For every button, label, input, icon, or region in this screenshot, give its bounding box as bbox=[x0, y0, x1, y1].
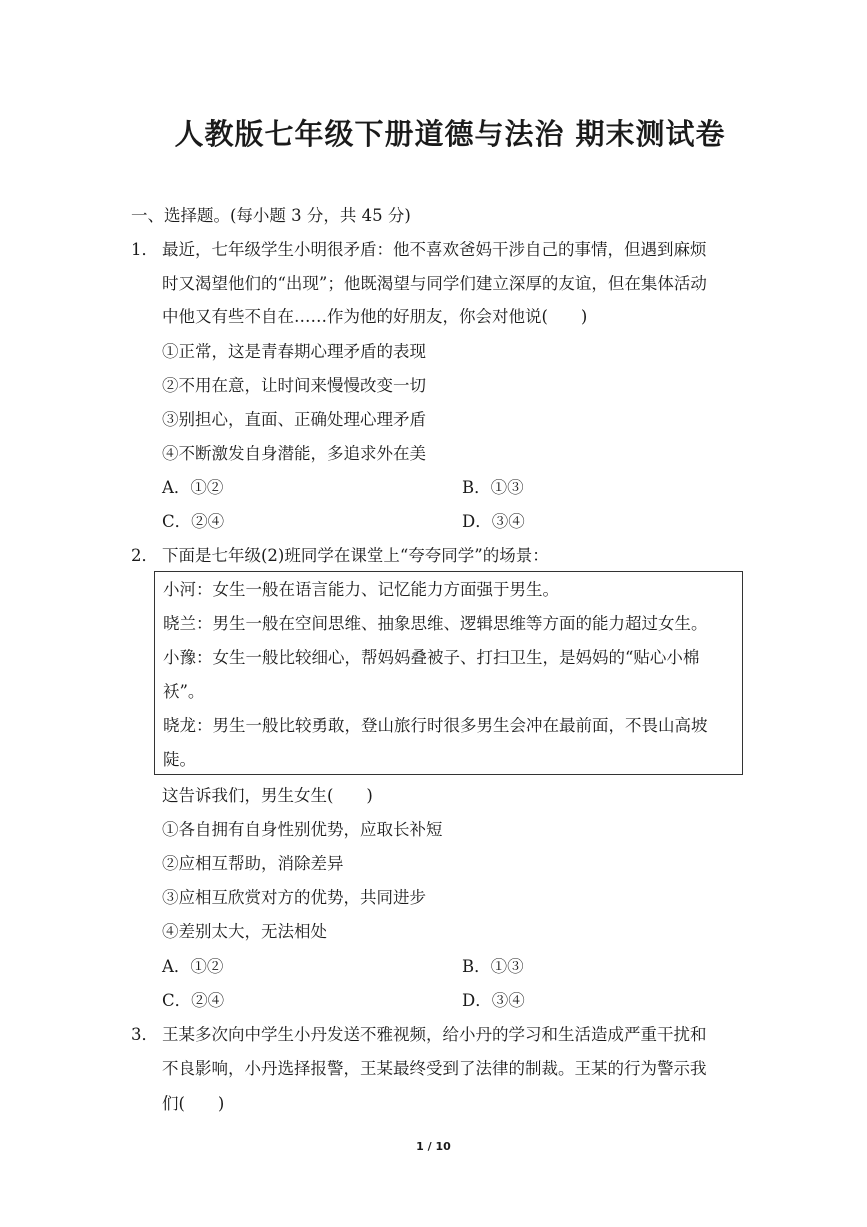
quote-box-line-3: 小豫：女生一般比较细心，帮妈妈叠被子、打扫卫生，是妈妈的“贴心小棉 bbox=[163, 648, 700, 667]
question-2-statement-3: ③应相互欣赏对方的优势，共同进步 bbox=[162, 888, 426, 907]
question-1-statement-2: ②不用在意，让时间来慢慢改变一切 bbox=[162, 376, 426, 395]
question-2-option-b: B．①③ bbox=[462, 957, 524, 976]
page-number: 1 / 10 bbox=[416, 1140, 451, 1153]
question-1-option-a: A．①② bbox=[162, 478, 224, 497]
quote-box-line-4: 袄”。 bbox=[163, 682, 205, 701]
question-1-number: 1． bbox=[131, 240, 158, 259]
question-3-stem-line-2: 不良影响，小丹选择报警，王某最终受到了法律的制裁。王某的行为警示我 bbox=[162, 1059, 707, 1078]
question-2-stem: 下面是七年级(2)班同学在课堂上“夸夸同学”的场景： bbox=[162, 546, 549, 565]
question-2-statement-1: ①各自拥有自身性别优势，应取长补短 bbox=[162, 820, 443, 839]
document-title: 人教版七年级下册道德与法治 期末测试卷 bbox=[174, 117, 726, 151]
question-1-statement-1: ①正常，这是青春期心理矛盾的表现 bbox=[162, 342, 426, 361]
quote-box-line-1: 小河：女生一般在语言能力、记忆能力方面强于男生。 bbox=[163, 580, 559, 599]
quote-box-line-5: 晓龙：男生一般比较勇敢，登山旅行时很多男生会冲在最前面，不畏山高坡 bbox=[163, 716, 708, 735]
question-1-statement-4: ④不断激发自身潜能，多追求外在美 bbox=[162, 444, 426, 463]
quote-box-line-6: 陡。 bbox=[163, 750, 196, 769]
question-1-stem-line-2: 时又渴望他们的“出现”；他既渴望与同学们建立深厚的友谊，但在集体活动 bbox=[162, 274, 707, 293]
question-2-option-c: C．②④ bbox=[162, 991, 225, 1010]
quote-box-line-2: 晓兰：男生一般在空间思维、抽象思维、逻辑思维等方面的能力超过女生。 bbox=[163, 614, 708, 633]
question-2-statement-2: ②应相互帮助，消除差异 bbox=[162, 854, 344, 873]
question-3-stem-line-3: 们( ) bbox=[162, 1094, 225, 1113]
question-2-statement-4: ④差别太大，无法相处 bbox=[162, 922, 327, 941]
question-2-number: 2． bbox=[131, 546, 158, 565]
question-2-ask: 这告诉我们，男生女生( ) bbox=[162, 786, 373, 805]
question-1-stem-line-3: 中他又有些不自在……作为他的好朋友，你会对他说( ) bbox=[162, 307, 588, 326]
question-1-stem-line-1: 最近，七年级学生小明很矛盾：他不喜欢爸妈干涉自己的事情，但遇到麻烦 bbox=[162, 240, 707, 259]
question-3-stem-line-1: 王某多次向中学生小丹发送不雅视频，给小丹的学习和生活造成严重干扰和 bbox=[162, 1025, 707, 1044]
question-1-option-c: C．②④ bbox=[162, 512, 225, 531]
question-2-option-a: A．①② bbox=[162, 957, 224, 976]
quote-box bbox=[154, 571, 743, 775]
question-1-option-d: D．③④ bbox=[462, 512, 525, 531]
section-heading: 一、选择题。(每小题 3 分，共 45 分) bbox=[131, 206, 411, 225]
question-1-statement-3: ③别担心，直面、正确处理心理矛盾 bbox=[162, 410, 426, 429]
question-1-option-b: B．①③ bbox=[462, 478, 524, 497]
question-3-number: 3． bbox=[131, 1025, 158, 1044]
question-2-option-d: D．③④ bbox=[462, 991, 525, 1010]
